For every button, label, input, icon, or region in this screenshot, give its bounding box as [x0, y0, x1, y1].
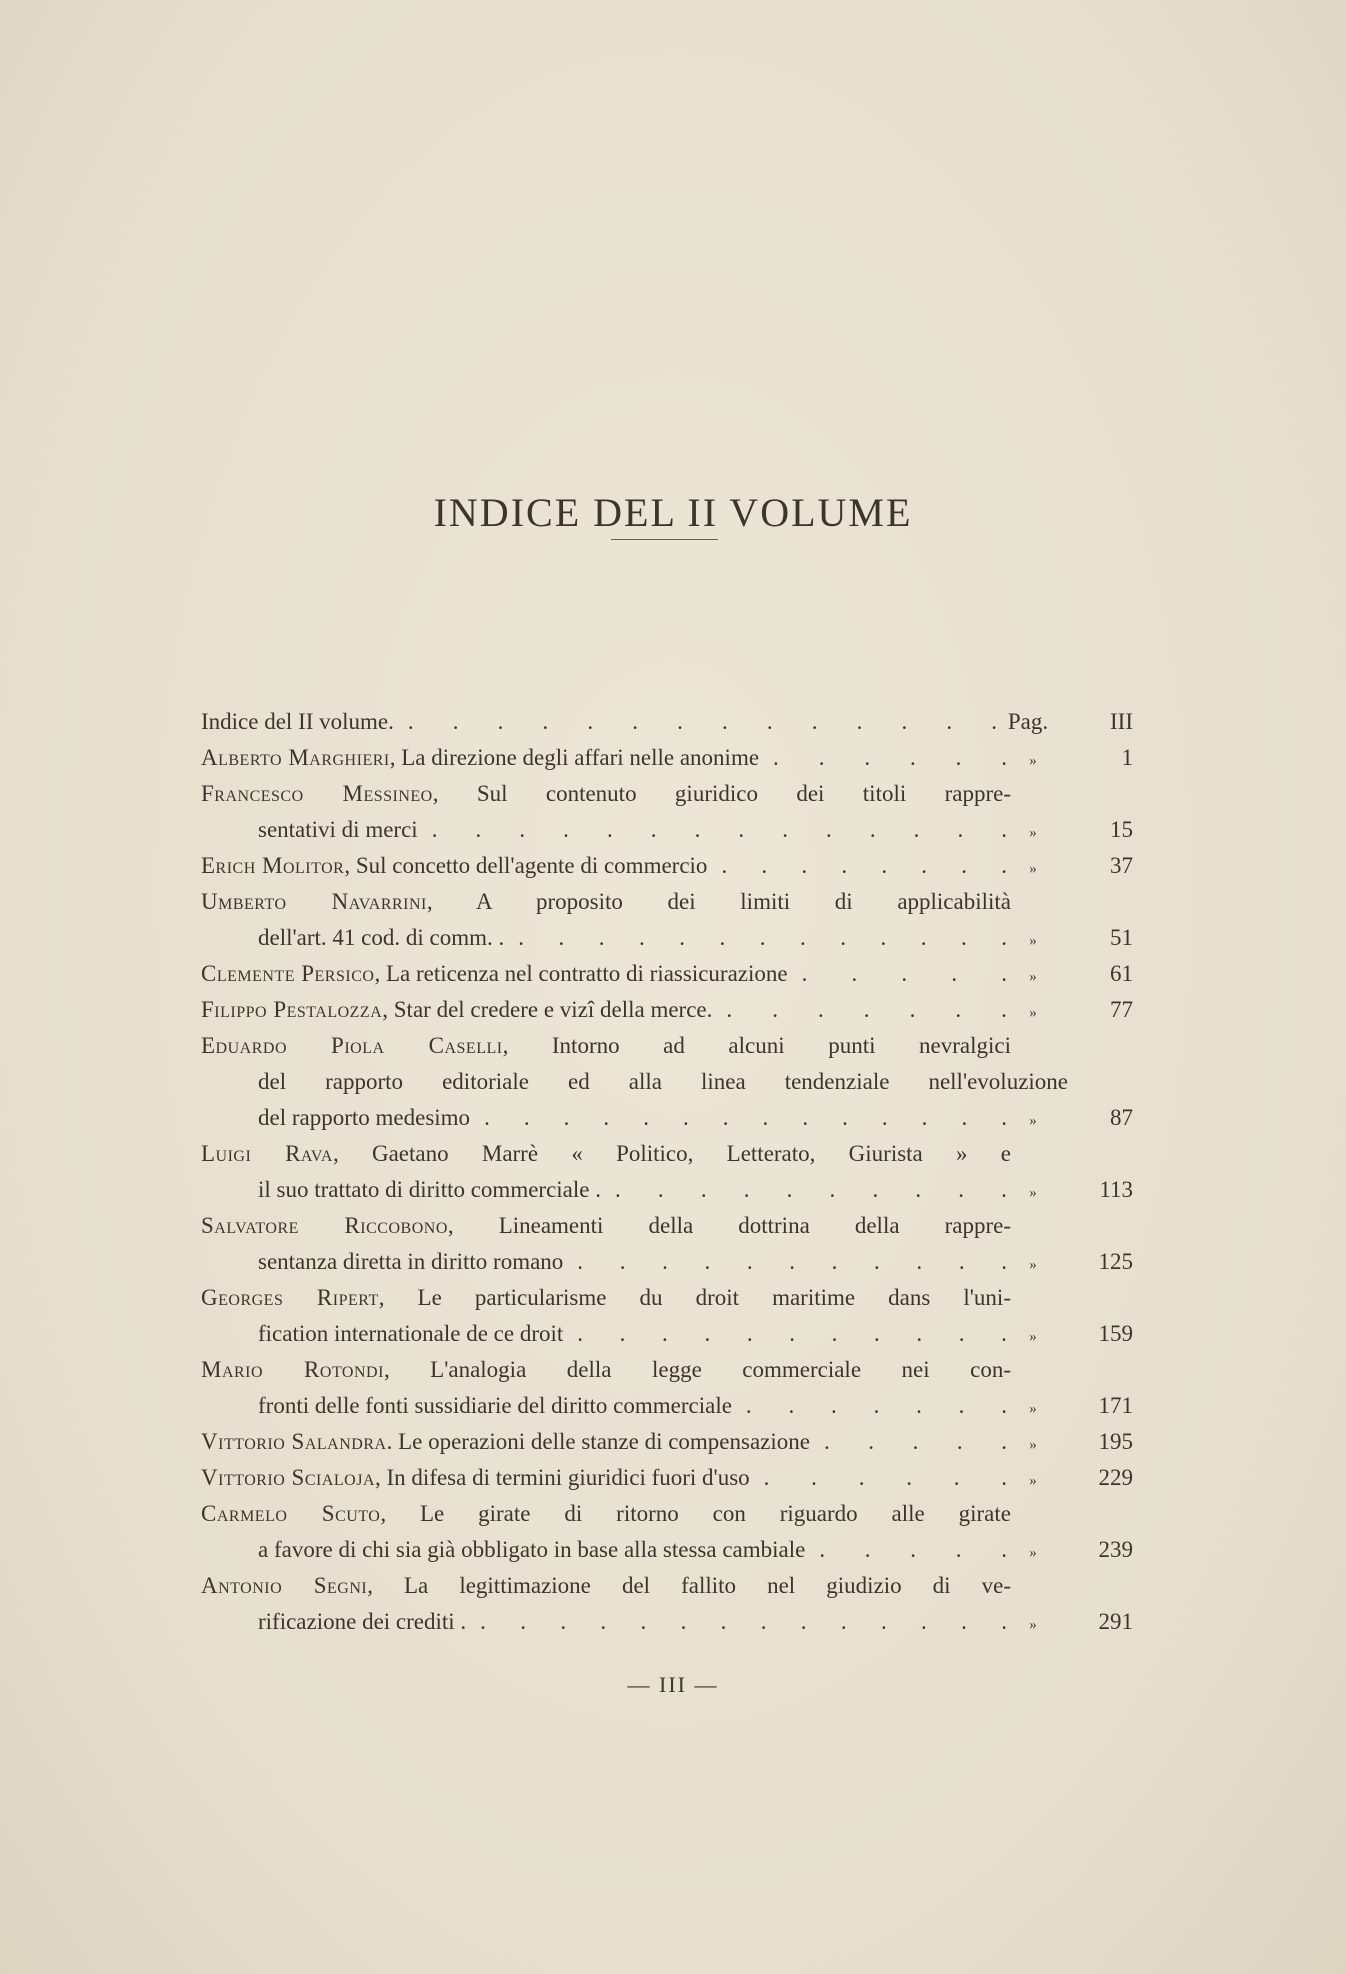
author-name: Vittorio Salandra [201, 1429, 387, 1454]
entry-text [201, 1208, 1011, 1244]
entry-title: a favore di chi sia già obbligato in base alla stessa cambiale [258, 1537, 806, 1562]
dot-leader: . . . . . . . . . . . . . . [480, 1609, 1007, 1634]
entry-text [201, 884, 1011, 920]
page-number: 239 [1098, 1537, 1133, 1562]
toc-line [201, 1352, 1133, 1388]
entry-text [201, 956, 788, 992]
dot-leader: . . . . . [823, 1429, 1007, 1454]
entry-title: , Sul contenuto giuridico dei titoli rappre‐ [432, 781, 1011, 806]
toc-line [201, 1064, 1133, 1100]
page-title: INDICE DEL II VOLUME [433, 489, 913, 535]
ditto-mark: » [1029, 1617, 1037, 1633]
entry-text [201, 1496, 1011, 1532]
author-name: Mario Rotondi [201, 1357, 384, 1382]
ditto-mark: » [1029, 1257, 1037, 1273]
toc-line [201, 1280, 1133, 1316]
entry-text [258, 1388, 732, 1424]
entry-text [201, 1568, 1011, 1604]
entry-title: il suo trattato di diritto commerciale . [258, 1177, 601, 1202]
toc-line [201, 1424, 1133, 1460]
dot-leader: . . . . . . . . . . . . . . [407, 709, 997, 734]
entry-title: , Lineamenti della dottrina della rappre‐ [447, 1213, 1011, 1238]
entry-text [258, 1244, 563, 1280]
page-number: 291 [1098, 1609, 1133, 1634]
entry-title: , Star del credere e vizî della merce. [382, 997, 713, 1022]
dot-leader: . . . . . . . [726, 997, 1007, 1022]
toc-line [201, 1388, 1133, 1424]
entry-title: fronti delle fonti sussidiarie del diritto commerciale [258, 1393, 732, 1418]
entry-title: rificazione dei crediti . [258, 1609, 467, 1634]
entry-title: , Le girate di ritorno con riguardo alle girate [380, 1501, 1011, 1526]
entry-title: dell'art. 41 cod. di comm. . [258, 925, 505, 950]
entry-title: , Le particularisme du droit maritime dans l'uni‐ [378, 1285, 1011, 1310]
toc-line [201, 1172, 1133, 1208]
author-name: Umberto Navarrini [201, 889, 427, 914]
page-number-footer: — III — [627, 1672, 719, 1697]
toc-line [201, 884, 1133, 920]
entry-text [201, 740, 759, 776]
entry-title: fication internationale de ce droit [258, 1321, 564, 1346]
page-label: Pag. [1007, 709, 1049, 734]
entry-text [258, 812, 418, 848]
dot-leader: . . . . . . . . . . . . . . [431, 817, 1007, 842]
entry-text [201, 1028, 1011, 1064]
ditto-mark: » [1029, 969, 1037, 985]
author-name: Clemente Persico [201, 961, 375, 986]
toc-entry [201, 1460, 1133, 1496]
entry-title: Indice del II volume. [201, 709, 394, 734]
author-name: Eduardo Piola Caselli [201, 1033, 503, 1058]
entry-text [258, 920, 504, 956]
entry-title: sentativi di merci [258, 817, 418, 842]
author-name: Georges Ripert [201, 1285, 379, 1310]
ditto-mark: » [1029, 753, 1037, 769]
toc-line [201, 992, 1133, 1028]
page-number: 229 [1098, 1465, 1133, 1490]
toc-entry [201, 1568, 1133, 1640]
toc-line [201, 704, 1133, 740]
toc-line [201, 1532, 1133, 1568]
entry-text [201, 704, 394, 740]
dot-leader: . . . . . . . . . . . [577, 1249, 1007, 1274]
page-number: 15 [1110, 817, 1133, 842]
page-number: 61 [1110, 961, 1133, 986]
dot-leader: . . . . . . [763, 1465, 1007, 1490]
toc-line [201, 1568, 1133, 1604]
page-number: 51 [1110, 925, 1133, 950]
toc-entry [201, 1136, 1133, 1208]
author-name: Carmelo Scuto [201, 1501, 381, 1526]
page-number: 37 [1110, 853, 1133, 878]
toc-entry [201, 884, 1133, 956]
table-of-contents [201, 704, 1133, 1640]
toc-line [201, 1460, 1133, 1496]
entry-text [201, 1424, 810, 1460]
dot-leader: . . . . . . . . . . . [577, 1321, 1007, 1346]
toc-line [201, 920, 1133, 956]
ditto-mark: » [1029, 861, 1037, 877]
page-number: 159 [1098, 1321, 1133, 1346]
entry-title: , A proposito dei limiti di applicabilità [426, 889, 1011, 914]
toc-entry [201, 992, 1133, 1028]
page-number: 125 [1098, 1249, 1133, 1274]
entry-title: , Gaetano Marrè « Politico, Letterato, Giurista » e [332, 1141, 1011, 1166]
entry-title: , Intorno ad alcuni punti nevralgici [502, 1033, 1011, 1058]
ditto-mark: » [1029, 1545, 1037, 1561]
entry-title: sentanza diretta in diritto romano [258, 1249, 564, 1274]
toc-line [201, 1604, 1133, 1640]
entry-title: , La reticenza nel contratto di riassicurazione [374, 961, 788, 986]
author-name: Luigi Rava [201, 1141, 333, 1166]
entry-title: , In difesa di termini giuridici fuori d'uso [375, 1465, 750, 1490]
entry-text [201, 1280, 1011, 1316]
toc-line [201, 776, 1133, 812]
dot-leader: . . . . . [819, 1537, 1007, 1562]
ditto-mark: » [1029, 1329, 1037, 1345]
toc-entry [201, 776, 1133, 848]
toc-entry [201, 956, 1133, 992]
author-name: Alberto Marghieri [201, 745, 390, 770]
toc-line [201, 1496, 1133, 1532]
entry-text [201, 1460, 750, 1496]
toc-entry [201, 704, 1133, 740]
entry-text [201, 992, 712, 1028]
page-number: 1 [1121, 745, 1133, 770]
toc-line [201, 956, 1133, 992]
entry-text [258, 1604, 466, 1640]
dot-leader: . . . . . . . . . . . . . . [484, 1105, 1007, 1130]
toc-line [201, 1028, 1133, 1064]
entry-text [201, 776, 1011, 812]
entry-text [258, 1532, 805, 1568]
author-name: Salvatore Riccobono [201, 1213, 448, 1238]
ditto-mark: » [1029, 1113, 1037, 1129]
toc-line [201, 1316, 1133, 1352]
toc-entry [201, 1496, 1133, 1568]
entry-text [258, 1064, 1068, 1100]
toc-entry [201, 1208, 1133, 1280]
entry-text [258, 1316, 563, 1352]
ditto-mark: » [1029, 1473, 1037, 1489]
toc-entry [201, 848, 1133, 884]
page-number: 171 [1098, 1393, 1133, 1418]
entry-title: . Le operazioni delle stanze di compensazione [386, 1429, 810, 1454]
toc-entry [201, 1424, 1133, 1460]
entry-text [258, 1100, 470, 1136]
ditto-mark: » [1029, 825, 1037, 841]
author-name: Antonio Segni [201, 1573, 368, 1598]
ditto-mark: » [1029, 1185, 1037, 1201]
entry-text [201, 1352, 1011, 1388]
author-name: Erich Molitor [201, 853, 345, 878]
author-name: Vittorio Scialoja [201, 1465, 376, 1490]
author-name: Francesco Messineo [201, 781, 433, 806]
dot-leader: . . . . . [801, 961, 1007, 986]
entry-text [201, 1136, 1011, 1172]
toc-entry [201, 740, 1133, 776]
toc-line [201, 1208, 1133, 1244]
toc-line [201, 740, 1133, 776]
entry-title: , La direzione degli affari nelle anonime [389, 745, 760, 770]
toc-line [201, 1136, 1133, 1172]
ditto-mark: » [1029, 933, 1037, 949]
ditto-mark: » [1029, 1437, 1037, 1453]
author-name: Filippo Pestalozza [201, 997, 383, 1022]
ditto-mark: » [1029, 1005, 1037, 1021]
entry-text [258, 1172, 601, 1208]
page-number: 77 [1110, 997, 1133, 1022]
dot-leader: . . . . . . [773, 745, 1007, 770]
entry-title: del rapporto editoriale ed alla linea tendenziale nell'evoluzione [258, 1069, 1068, 1094]
page-number: 87 [1110, 1105, 1133, 1130]
page-number: 195 [1098, 1429, 1133, 1454]
page-number: 113 [1099, 1177, 1133, 1202]
entry-title: , La legittimazione del fallito nel giudizio di ve‐ [367, 1573, 1011, 1598]
page-number: III [1110, 709, 1133, 734]
toc-line [201, 848, 1133, 884]
toc-line [201, 1100, 1133, 1136]
dot-leader: . . . . . . . [745, 1393, 1007, 1418]
entry-title: , L'analogia della legge commerciale nei con‐ [383, 1357, 1011, 1382]
dot-leader: . . . . . . . . . . [615, 1177, 1007, 1202]
toc-entry [201, 1352, 1133, 1424]
toc-line [201, 812, 1133, 848]
dot-leader: . . . . . . . . . . . . . [518, 925, 1007, 950]
toc-entry [201, 1028, 1133, 1136]
toc-entry [201, 1280, 1133, 1352]
ditto-mark: » [1029, 1401, 1037, 1417]
entry-title: del rapporto medesimo [258, 1105, 471, 1130]
dot-leader: . . . . . . . . [721, 853, 1007, 878]
entry-text [201, 848, 707, 884]
toc-line [201, 1244, 1133, 1280]
title-rule [611, 539, 718, 540]
entry-title: , Sul concetto dell'agente di commercio [344, 853, 708, 878]
